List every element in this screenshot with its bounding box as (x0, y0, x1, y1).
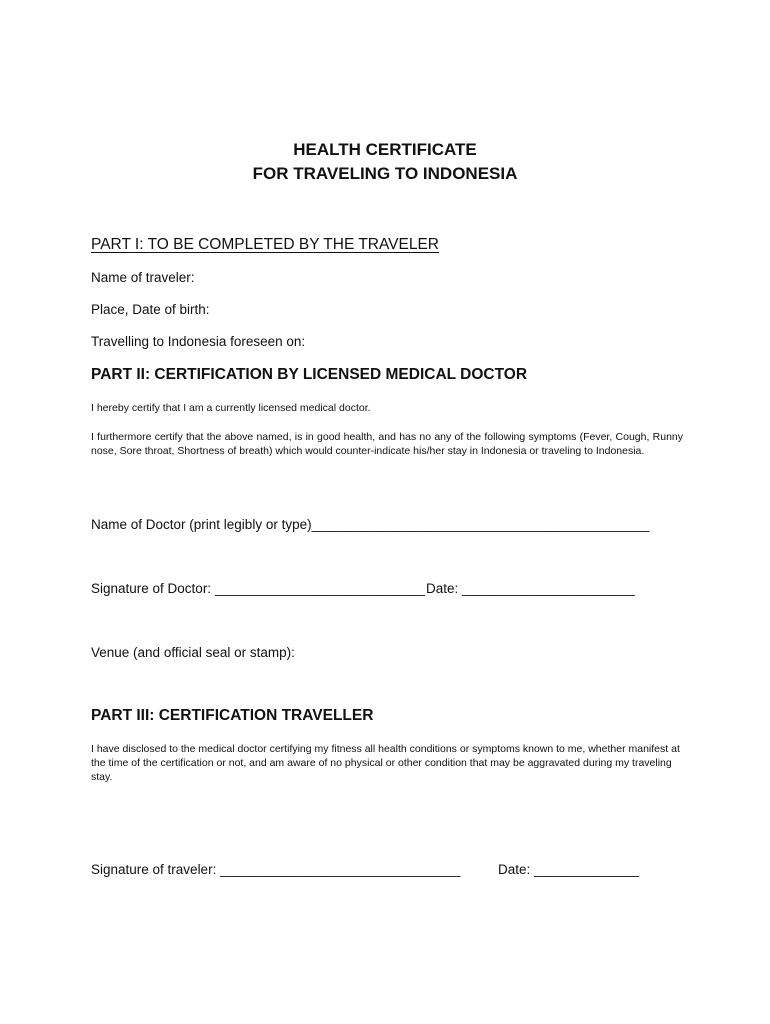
traveler-signature-line: Signature of traveler: ________________________________ (91, 862, 461, 877)
part1-heading: PART I: TO BE COMPLETED BY THE TRAVELER (91, 236, 440, 253)
document-title-line-1: HEALTH CERTIFICATE (293, 140, 477, 159)
good-health-statement: I furthermore certify that the above named, is in good health, and has no any of the following symptoms (Fever, Cough, Runny nose, Sore throat, Shortness of breath) which would counter-indicate his/her stay in Indonesia or traveling to Indonesia. (91, 431, 683, 457)
part2-heading: PART II: CERTIFICATION BY LICENSED MEDICAL DOCTOR (91, 366, 528, 383)
document-title-line-2: FOR TRAVELING TO INDONESIA (252, 164, 518, 183)
doctor-signature-line: Signature of Doctor: ____________________________ (91, 581, 426, 596)
travel-date-label: Travelling to Indonesia foreseen on: (91, 334, 306, 349)
licensed-doctor-statement: I hereby certify that I am a currently licensed medical doctor. (91, 402, 371, 414)
traveler-date-line: Date: ______________ (498, 862, 640, 877)
birth-place-date-label: Place, Date of birth: (91, 302, 210, 317)
part3-heading: PART III: CERTIFICATION TRAVELLER (91, 707, 374, 724)
traveler-name-label: Name of traveler: (91, 270, 195, 285)
traveler-disclosure-statement: I have disclosed to the medical doctor certifying my fitness all health conditions or symptoms known to me, whether manifest at the time of the certification or not, and am aware of no physical or other condition that may be aggravated during my traveling stay. (91, 743, 680, 783)
doctor-name-line: Name of Doctor (print legibly or type)_____________________________________________ (91, 517, 650, 532)
doctor-date-line: Date: _______________________ (426, 581, 635, 596)
venue-seal-label: Venue (and official seal or stamp): (91, 645, 295, 660)
